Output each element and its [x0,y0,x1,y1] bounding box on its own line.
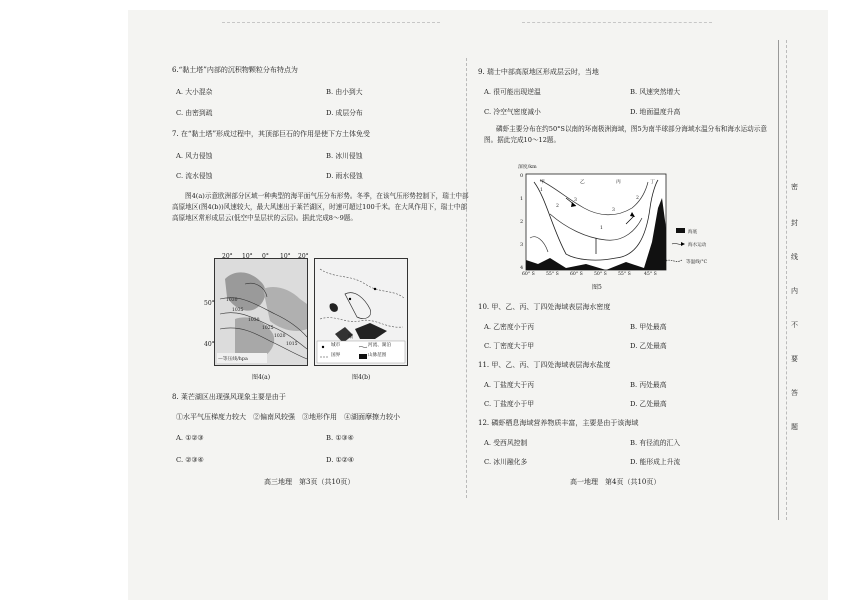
q8-option-c: C. ②③④ [176,456,204,464]
q7-option-a: A. 风力侵蚀 [176,152,213,160]
q8-option-a: A. ①②③ [176,434,204,442]
seal-line-margin [772,40,812,520]
q7-option-b: B. 冰川侵蚀 [326,152,363,160]
fig5-xtick: 60° S [522,272,535,277]
q12-option-d: D. 能形成上升流 [630,458,681,466]
fig5-svg [506,168,706,286]
passage-fig5: 磷虾主要分布在约50°S以南的环南极洲海域，图5为南半球部分海域水温分布和海水运动示意图。据此完成10～12题。 [484,125,767,144]
fig4a-legend: —等压线/hpa [218,357,248,362]
fig5-caption: 图5 [592,284,602,291]
q7-stem: 7. 在“黏土塔”形成过程中，其顶部巨石的作用是使下方土体免受 [172,130,371,138]
q11-stem: 11. 甲、乙、丙、丁四处海域表层海水盐度 [478,361,611,369]
fig4b-caption: 图4(b) [352,374,371,381]
right-page-footer: 高一地理 第4页（共10页） [570,478,661,486]
q12-stem: 12. 磷虾栖息海域营养物质丰富，主要是由于该海域 [478,419,639,427]
top-dashed-line-right [522,22,712,23]
q6-stem: 6.“黏土塔”内部的沉积物颗粒分布特点为 [172,66,298,74]
column-divider [466,58,468,498]
fig5-point-label: 甲 [540,180,545,185]
fig4a-lon-label: 10° [242,253,253,260]
fig4b-legend-mountain: 山脉范围 [368,353,387,358]
seal-char: 要 [791,355,798,363]
fig4b-legend-river: 河流、湖泊 [368,343,391,348]
q6-option-a: A. 大小混杂 [176,88,213,96]
q11-option-a: A. 丁盐度大于丙 [484,381,535,389]
fig5-point-label: 丙 [616,180,621,185]
q10-stem: 10. 甲、乙、丙、丁四处海域表层海水密度 [478,303,611,311]
left-page-footer: 高三地理 第3页（共10页） [264,478,355,486]
q12-option-b: B. 有径流的汇入 [630,439,681,447]
seal-char: 内 [791,287,798,295]
q8-stem: 8. 莱芒湖区出现强风现象主要是由于 [172,393,286,401]
fig5-ytick: 2 [520,219,524,225]
fig5-isotherm-label: 1 [540,188,543,193]
q8-items: ①水平气压梯度力较大 ②偏南风较强 ③地形作用 ④湖面摩擦力较小 [176,413,400,421]
fig4a-lat-label: 40° [204,341,215,348]
fig5-ylabel: 深度/km [518,165,537,170]
fig4b-place-label: 瑞 [348,334,354,340]
fig4a-lon-label: 20° [298,253,309,260]
fig4a-lon-label: 10° [280,253,291,260]
fig5-legend-isotherm-value: 2 [664,259,667,264]
q10-option-a: A. 乙密度小于丙 [484,323,535,331]
q12-option-a: A. 受西风控制 [484,439,528,447]
q10-option-d: D. 乙处最高 [630,342,667,350]
fig4a-lat-label: 50° [204,300,215,307]
seal-line-solid [778,40,779,520]
fig5-xtick: 55° S [618,272,631,277]
fig5-xtick: 55° S [546,272,559,277]
fig5-point-label: 丁 [650,180,655,185]
q6-option-c: C. 由密到疏 [176,109,213,117]
fig5-ytick: 0 [520,173,524,179]
fig5-legend-current: 海水运动 [688,243,707,248]
seal-line-dashed [786,40,787,520]
q11-option-c: C. 丁盐度小于甲 [484,400,535,408]
q11-option-b: B. 丙处最高 [630,381,667,389]
q6-option-d: D. 成层分布 [326,109,363,117]
fig4a-isobar-label: 1030 [226,298,238,303]
fig5-legend-isotherm: 等温线/°C [686,260,708,265]
seal-char: 不 [791,321,798,329]
seal-char: 封 [791,219,798,227]
seal-char: 题 [791,423,798,431]
q9-stem: 9. 瑞士中部高原地区形成层云时，当地 [478,68,599,76]
fig4b-legend-border: 国界 [331,353,341,358]
seal-char: 答 [791,389,798,397]
q7-option-d: D. 雨水侵蚀 [326,172,363,180]
fig5-ytick: 4 [520,265,524,271]
fig5-isotherm-label: 3 [612,208,615,213]
q8-option-b: B. ①③④ [326,434,354,442]
fig5-ytick: 1 [520,196,524,202]
fig4a-isobar-label: 1025 [262,326,274,331]
q11-option-d: D. 乙处最高 [630,400,667,408]
fig4a-lon-label: 20° [222,253,233,260]
fig5-chart [506,168,706,286]
fig5-isotherm-label: 3 [574,198,577,203]
seal-char: 线 [791,253,798,261]
fig5-isotherm-label: 2 [556,204,559,209]
fig4b-legend-city: 城市 [331,343,341,348]
passage-fig4: 图4(a)示意欧洲部分区域一种典型的海平面气压分布形势。冬季，在该气压形势控制下，瑞士中部高原地区(图4(b))风速较大，最大风速出于莱芒湖区，时速可超过100千米。在大风作用下，瑞士中部高原地区常形成层云(低空中呈层状的云层)。据此完成8～9题。 [172,192,469,222]
fig5-xtick: 60° S [570,272,583,277]
q12-option-c: C. 冰川融化多 [484,458,528,466]
fig4b-svg [315,259,407,365]
seal-char: 密 [791,183,798,191]
fig5-isotherm-label: 2 [636,196,639,201]
fig5-xtick: 50° S [594,272,607,277]
top-dashed-line-left [222,22,440,23]
fig4a-caption: 图4(a) [252,374,271,381]
fig4a-isobar-label: 1015 [286,342,298,347]
q10-option-b: B. 甲处最高 [630,323,667,331]
fig5-ytick: 3 [520,242,524,248]
q9-option-c: C. 冷空气密度减小 [484,108,541,116]
fig4a-isobar-label: 1020 [274,334,286,339]
fig4a-isobar-label: 1030 [248,318,260,323]
fig4a-svg [215,259,307,365]
fig4a-map [214,258,308,366]
q9-option-d: D. 地面温度升高 [630,108,681,116]
fig5-legend-seabed: 海底 [688,230,698,235]
q9-option-a: A. 很可能出现逆温 [484,88,541,96]
fig4b-map [314,258,408,366]
q7-option-c: C. 流水侵蚀 [176,172,213,180]
fig5-xtick: 45° S [644,272,657,277]
q8-option-d: D. ①②④ [326,456,354,464]
fig4a-lon-label: 0° [262,253,269,260]
q10-option-c: C. 丁密度大于甲 [484,342,535,350]
q6-option-b: B. 由小到大 [326,88,363,96]
fig5-point-label: 乙 [580,180,585,185]
q9-option-b: B. 风速突然增大 [630,88,681,96]
fig4a-isobar-label: 1035 [232,308,244,313]
fig5-isotherm-label: 1 [600,226,603,231]
